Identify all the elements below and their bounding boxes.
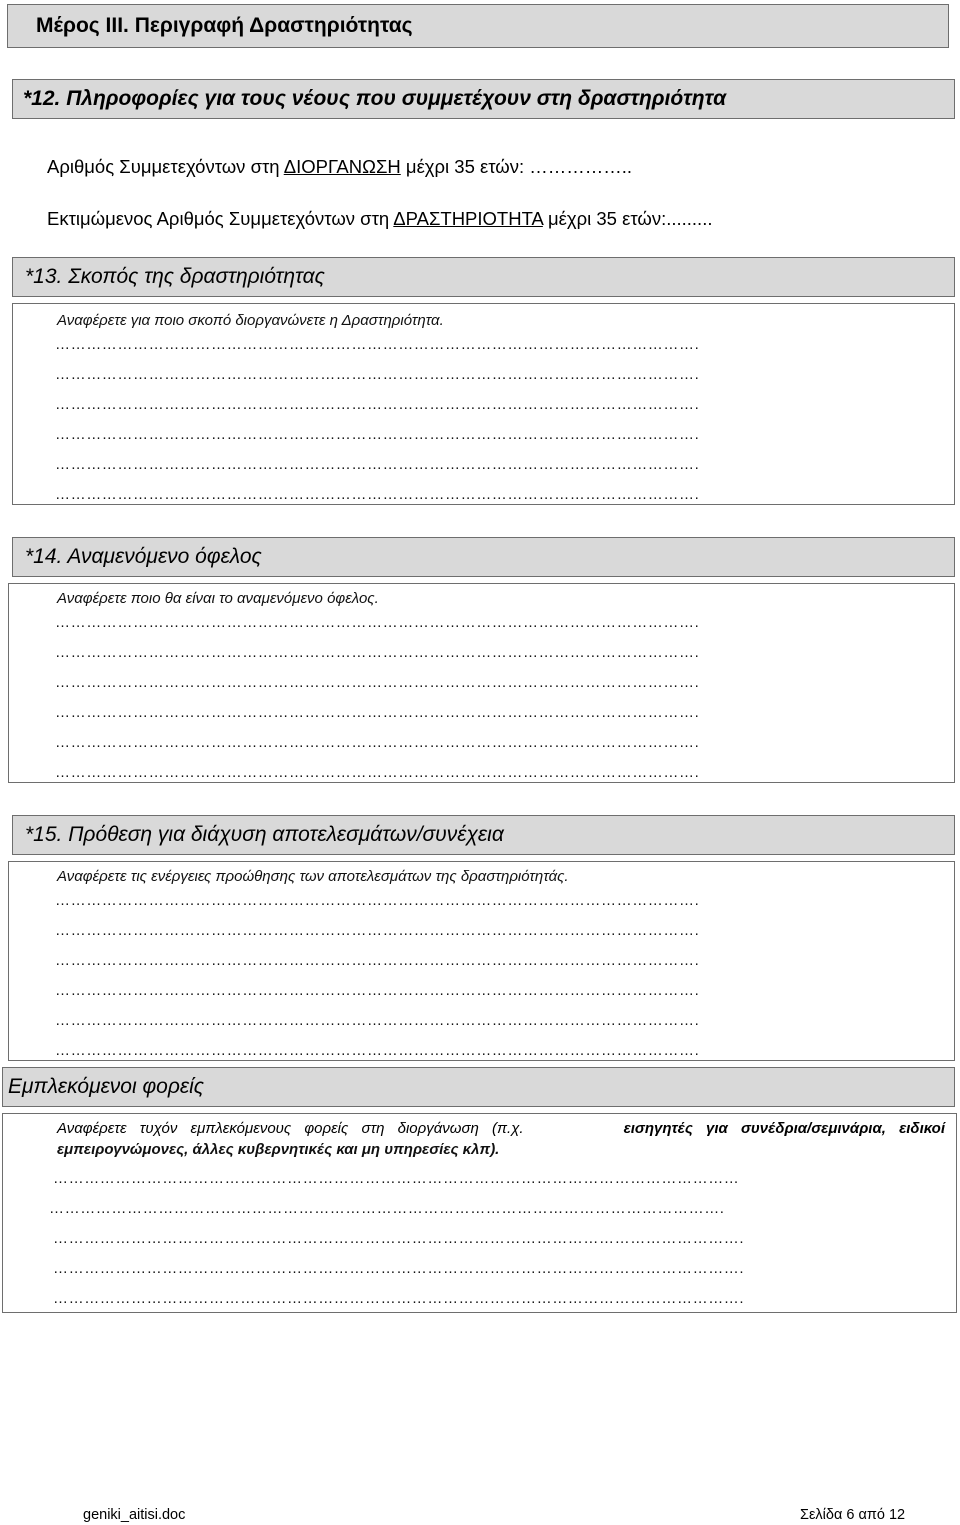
q12-participants-activity: Εκτιμώμενος Αριθμός Συμμετεχόντων στη ΔΡΑΣΤΗΡΙΟΤΗΤΑ μέχρι 35 ετών:......... xyxy=(47,208,713,229)
q13-dots-line-1: ……………………………………………………………………………………………………………. xyxy=(55,336,700,353)
q15-dots-line-4: ……………………………………………………………………………………………………………. xyxy=(55,982,700,999)
q15-dots-line-6: ……………………………………………………………………………………………………………. xyxy=(55,1042,700,1059)
partners-dots-line-3: ……………………………………………………………………………………………………………………. xyxy=(53,1230,745,1247)
q13-dots-line-2: ……………………………………………………………………………………………………………. xyxy=(55,366,700,383)
q12-participants-organization: Αριθμός Συμμετεχόντων στη ΔΙΟΡΓΑΝΩΣΗ μέχρι 35 ετών: …………….. xyxy=(47,156,633,177)
q13-answer-box[interactable] xyxy=(12,303,955,505)
q14-title: *14. Αναμενόμενο όφελος xyxy=(25,545,262,568)
part-header xyxy=(7,4,949,48)
q15-dots-line-2: ……………………………………………………………………………………………………………. xyxy=(55,922,700,939)
q15-hint: Αναφέρετε τις ενέργειες προώθησης των αποτελεσμάτων της δραστηριότητάς. xyxy=(57,868,569,885)
partners-header xyxy=(2,1067,955,1107)
q12-header xyxy=(12,79,955,119)
q15-dots-line-5: ……………………………………………………………………………………………………………. xyxy=(55,1012,700,1029)
q14-dots-line-3: ……………………………………………………………………………………………………………. xyxy=(55,674,700,691)
q13-header xyxy=(12,257,955,297)
q15-title: *15. Πρόθεση για διάχυση αποτελεσμάτων/συνέχεια xyxy=(25,823,504,846)
q15-dots-line-3: ……………………………………………………………………………………………………………. xyxy=(55,952,700,969)
partners-dots-line-2: …………………………………………………………………………………………………………………. xyxy=(49,1200,725,1217)
q13-title: *13. Σκοπός της δραστηριότητας xyxy=(25,265,325,288)
partners-title: Εμπλεκόμενοι φορείς xyxy=(8,1075,204,1098)
q15-answer-box[interactable] xyxy=(8,861,955,1061)
q14-answer-box[interactable] xyxy=(8,583,955,783)
q14-dots-line-4: ……………………………………………………………………………………………………………. xyxy=(55,704,700,721)
q14-dots-line-1: ……………………………………………………………………………………………………………. xyxy=(55,614,700,631)
organization-underlined: ΔΙΟΡΓΑΝΩΣΗ xyxy=(283,156,401,177)
q14-header xyxy=(12,537,955,577)
q14-dots-line-5: ……………………………………………………………………………………………………………. xyxy=(55,734,700,751)
footer-filename: geniki_aitisi.doc xyxy=(83,1507,186,1523)
q14-dots-line-2: ……………………………………………………………………………………………………………. xyxy=(55,644,700,661)
partners-dots-line-1: …………………………………………………………………………………………………………………… xyxy=(53,1170,740,1187)
activity-underlined: ΔΡΑΣΤΗΡΙΟΤΗΤΑ xyxy=(393,208,543,229)
partners-hint-line-1: Αναφέρετε τυχόν εμπλεκόμενους φορείς στη διοργάνωση (π.χ. εισηγητές για συνέδρια/σεμινάρια, ειδικοί xyxy=(57,1120,945,1137)
q13-dots-line-5: ……………………………………………………………………………………………………………. xyxy=(55,456,700,473)
q13-hint: Αναφέρετε για ποιο σκοπό διοργανώνετε η Δραστηριότητα. xyxy=(57,312,444,329)
q12-title: *12. Πληροφορίες για τους νέους που συμμετέχουν στη δραστηριότητα xyxy=(23,87,727,110)
partners-answer-box[interactable] xyxy=(2,1113,957,1313)
q14-dots-line-6: ……………………………………………………………………………………………………………. xyxy=(55,764,700,781)
q13-dots-line-4: ……………………………………………………………………………………………………………. xyxy=(55,426,700,443)
part-title: Μέρος ΙΙΙ. Περιγραφή Δραστηριότητας xyxy=(36,14,413,37)
partners-dots-line-5: ……………………………………………………………………………………………………………………. xyxy=(53,1290,745,1307)
q13-dots-line-3: ……………………………………………………………………………………………………………. xyxy=(55,396,700,413)
q14-hint: Αναφέρετε ποιο θα είναι το αναμενόμενο όφελος. xyxy=(57,590,379,607)
q13-dots-line-6: ……………………………………………………………………………………………………………. xyxy=(55,486,700,503)
partners-dots-line-4: ……………………………………………………………………………………………………………………. xyxy=(53,1260,745,1277)
partners-hint-line-2: εμπειρογνώμονες, άλλες κυβερνητικές και μη υπηρεσίες κλπ). xyxy=(57,1141,500,1158)
footer-page-number: Σελίδα 6 από 12 xyxy=(800,1507,906,1523)
q15-dots-line-1: ……………………………………………………………………………………………………………. xyxy=(55,892,700,909)
q15-header xyxy=(12,815,955,855)
